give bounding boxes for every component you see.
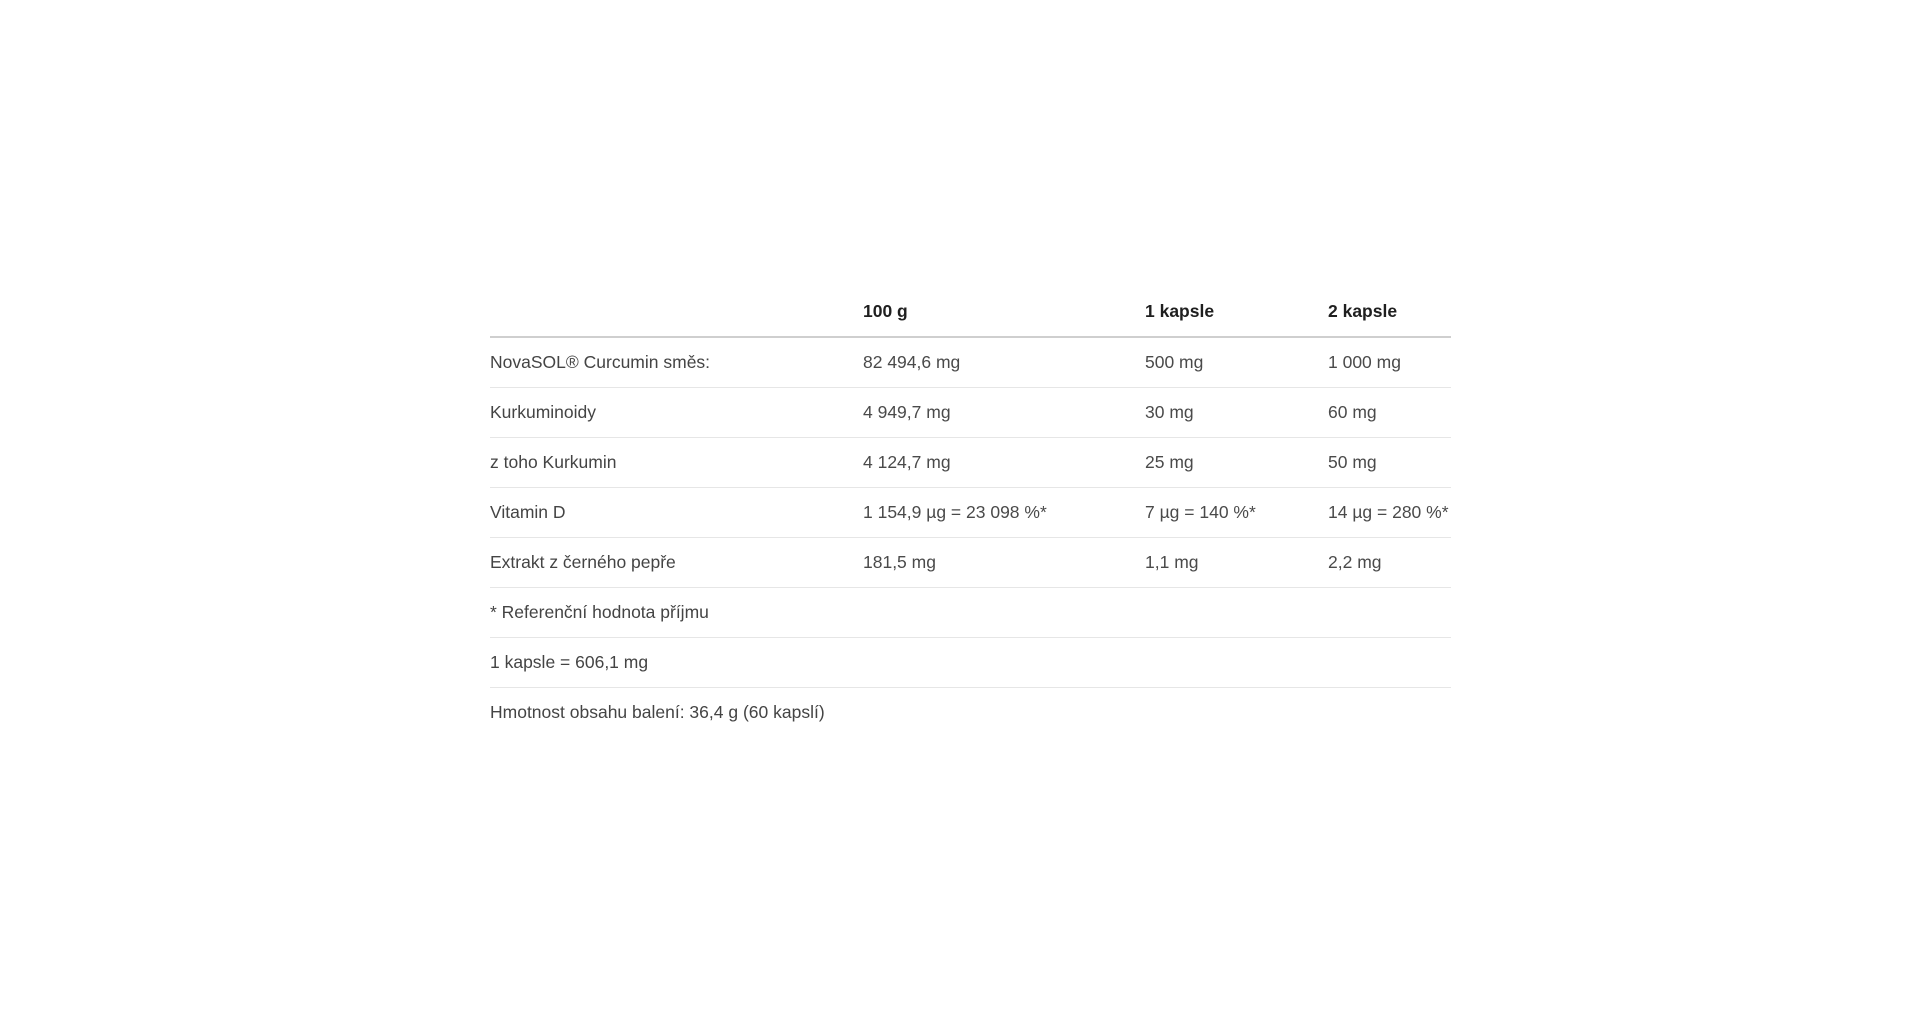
footnote-row: [490, 588, 1451, 638]
row-label: Kurkuminoidy: [490, 388, 863, 438]
row-label: Vitamin D: [490, 488, 863, 538]
table-row: [490, 488, 1451, 538]
value-100g: 4 949,7 mg: [863, 388, 1145, 438]
nutrition-table: [490, 287, 1451, 737]
row-label: NovaSOL® Curcumin směs:: [490, 337, 863, 388]
value-100g: 181,5 mg: [863, 538, 1145, 588]
footnote-reference-intake: * Referenční hodnota příjmu: [490, 588, 1451, 638]
row-label: z toho Kurkumin: [490, 438, 863, 488]
footnote-package-weight: Hmotnost obsahu balení: 36,4 g (60 kapslí): [490, 702, 825, 722]
value-2-kapsle: 1 000 mg: [1328, 337, 1451, 388]
value-100g: 1 154,9 µg = 23 098 %*: [863, 488, 1145, 538]
header-100g: 100 g: [863, 287, 1145, 337]
value-2-kapsle: 60 mg: [1328, 388, 1451, 438]
table-row: [490, 538, 1451, 588]
header-row: [490, 287, 1451, 337]
value-1-kapsle: 1,1 mg: [1145, 538, 1328, 588]
table-row: [490, 438, 1451, 488]
value-2-kapsle: 2,2 mg: [1328, 538, 1451, 588]
table-row: [490, 337, 1451, 388]
footnote-capsule-weight: 1 kapsle = 606,1 mg: [490, 638, 1451, 688]
value-1-kapsle: 30 mg: [1145, 388, 1328, 438]
value-100g: 4 124,7 mg: [863, 438, 1145, 488]
table-row: [490, 388, 1451, 438]
header-2-kapsle: 2 kapsle: [1328, 287, 1451, 337]
header-1-kapsle: 1 kapsle: [1145, 287, 1328, 337]
value-2-kapsle: 14 µg = 280 %*: [1328, 488, 1451, 538]
value-2-kapsle: 50 mg: [1328, 438, 1451, 488]
value-1-kapsle: 7 µg = 140 %*: [1145, 488, 1328, 538]
value-1-kapsle: 500 mg: [1145, 337, 1328, 388]
table-body: [490, 337, 1451, 737]
footnote-row: [490, 688, 1451, 738]
header-label-empty: [490, 287, 863, 337]
footnote-row: [490, 638, 1451, 688]
table-header: [490, 287, 1451, 337]
value-100g: 82 494,6 mg: [863, 337, 1145, 388]
row-label: Extrakt z černého pepře: [490, 538, 863, 588]
value-1-kapsle: 25 mg: [1145, 438, 1328, 488]
